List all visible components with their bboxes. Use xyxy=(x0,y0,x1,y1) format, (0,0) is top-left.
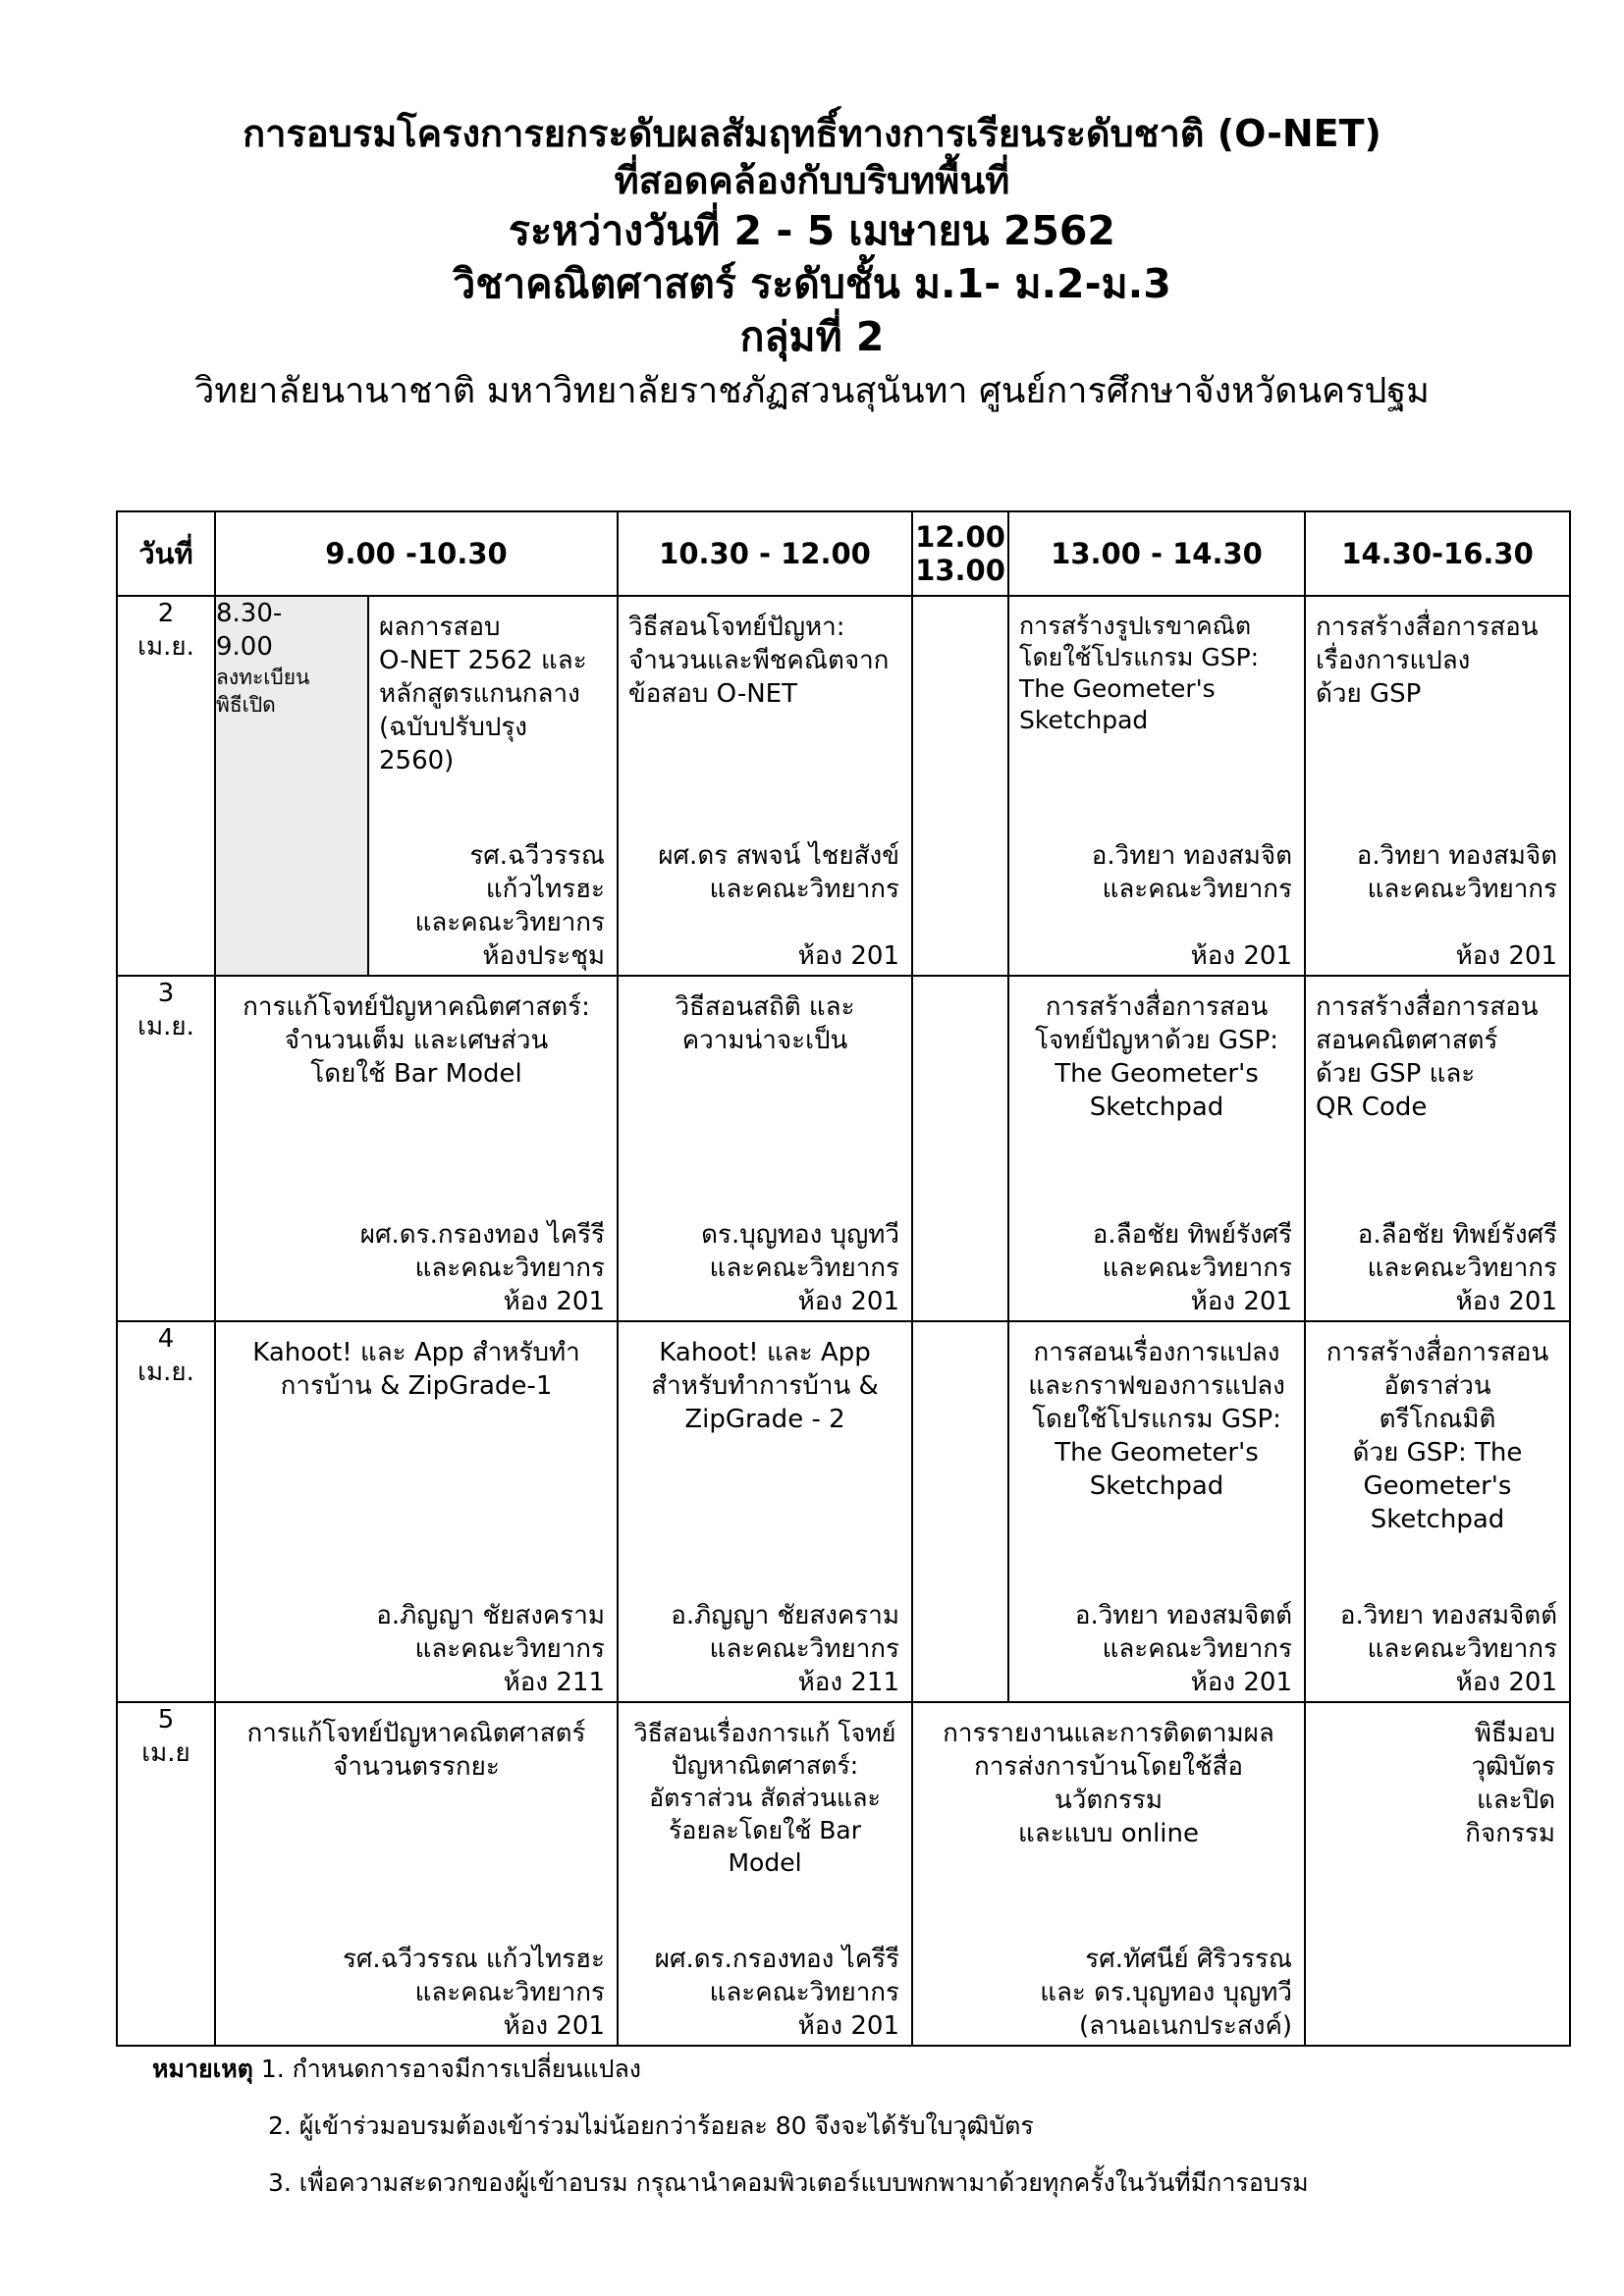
institution: วิทยาลัยนานาชาติ มหาวิทยาลัยราชภัฏสวนสุนันทา ศูนย์การศึกษาจังหวัดนครปฐม xyxy=(194,371,1430,411)
day-number: 2 xyxy=(157,599,175,628)
registration-time-2: 9.00 xyxy=(216,632,273,662)
session-cell xyxy=(618,596,912,976)
session-speaker: อ.ภิญญา ชัยสงคราม และคณะวิทยากร ห้อง 211 xyxy=(671,1601,900,1697)
session-cell xyxy=(1305,1702,1570,2046)
session-speaker: ผศ.ดร สพจน์ ไชยสังข์ และคณะวิทยากร ห้อง 201 xyxy=(658,841,900,971)
session-speaker: รศ.ฉวีวรรณ แก้วไทรฮะ และคณะวิทยากร ห้องประชุม xyxy=(414,841,606,971)
document-header xyxy=(0,110,1624,418)
day-cell xyxy=(117,976,215,1321)
notes-label: หมายเหตุ xyxy=(152,2055,253,2083)
session-speaker: ผศ.ดร.กรองทอง ไครีรี และคณะวิทยากร ห้อง 201 xyxy=(359,1220,606,1316)
session-speaker: อ.ลือชัย ทิพย์รังศรี และคณะวิทยากร ห้อง 201 xyxy=(1357,1220,1558,1316)
header-slot-4: 14.30-16.30 xyxy=(1305,511,1570,596)
day-row-2 xyxy=(117,596,1570,976)
session-speaker: อ.วิทยา ทองสมจิต และคณะวิทยากร ห้อง 201 xyxy=(1356,841,1558,971)
day-month: เม.ย. xyxy=(137,1012,194,1041)
registration-label: ลงทะเบียน xyxy=(216,666,310,689)
header-slot-1: 9.00 -10.30 xyxy=(215,511,618,596)
session-topic: วิธีสอนเรื่องการแก้ โจทย์ปัญหาณิตศาสตร์: อัตราส่วน สัดส่วนและ ร้อยละโดยใช้ Bar Model xyxy=(633,1719,896,1877)
session-speaker: อ.ลือชัย ทิพย์รังศรี และคณะวิทยากร ห้อง 201 xyxy=(1092,1220,1293,1316)
day-number: 3 xyxy=(157,979,175,1008)
session-cell xyxy=(618,976,912,1321)
day-row-5 xyxy=(117,1702,1570,2046)
session-topic: วิธีสอนโจทย์ปัญหา: จำนวนและพีชคณิตจากข้อสอบ O-NET xyxy=(628,613,890,709)
note-1-text: 1. กำหนดการอาจมีการเปลี่ยนแปลง xyxy=(260,2055,642,2083)
session-topic: วิธีสอนสถิติ และ ความน่าจะเป็น xyxy=(675,992,855,1055)
session-topic: การสอนเรื่องการแปลง และกราฟของการแปลง โดยใช้โปรแกรม GSP: The Geometer's Sketchpad xyxy=(1028,1338,1285,1501)
day-number: 4 xyxy=(157,1324,175,1354)
session-speaker: ผศ.ดร.กรองทอง ไครีรี และคณะวิทยากร ห้อง 201 xyxy=(654,1945,900,2041)
subject-level: วิชาคณิตศาสตร์ ระดับชั้น ม.1- ม.2-ม.3 xyxy=(453,260,1171,307)
session-speaker: อ.วิทยา ทองสมจิต และคณะวิทยากร ห้อง 201 xyxy=(1091,841,1293,971)
session-cell xyxy=(912,1702,1305,2046)
day-cell xyxy=(117,1702,215,2046)
title-line-2: ที่สอดคล้องกับบริบทพื้นที่ xyxy=(614,159,1010,202)
session-speaker: ดร.บุญทอง บุญทวี และคณะวิทยากร ห้อง 201 xyxy=(701,1220,900,1316)
date-range: ระหว่างวันที่ 2 - 5 เมษายน 2562 xyxy=(509,207,1115,254)
registration-cell xyxy=(215,596,368,976)
session-cell xyxy=(618,1702,912,2046)
opening-ceremony-label: พิธีเปิด xyxy=(216,693,276,717)
session-topic: การแก้โจทย์ปัญหาคณิตศาสตร์: จำนวนเต็ม และเศษส่วน โดยใช้ Bar Model xyxy=(243,992,590,1089)
day-cell xyxy=(117,596,215,976)
session-cell xyxy=(618,1321,912,1702)
session-topic: Kahoot! และ App สำหรับทำ การบ้าน & ZipGrade-1 xyxy=(252,1338,580,1401)
session-cell xyxy=(215,1321,618,1702)
header-slot-3: 13.00 - 14.30 xyxy=(1008,511,1305,596)
lunch-start: 12.00 xyxy=(915,520,1005,554)
group-number: กลุ่มที่ 2 xyxy=(739,313,885,360)
session-topic: การรายงานและการติดตามผล การส่งการบ้านโดยใช้สื่อนวัตกรรม และแบบ online xyxy=(943,1719,1274,1848)
day-row-4 xyxy=(117,1321,1570,1702)
session-speaker: อ.วิทยา ทองสมจิตต์ และคณะวิทยากร ห้อง 201 xyxy=(1339,1601,1558,1697)
session-topic: ผลการสอบ O-NET 2562 และหลักสูตรแกนกลาง (ฉบับปรับปรุง 2560) xyxy=(379,613,587,775)
lunch-cell xyxy=(912,596,1008,976)
day-cell xyxy=(117,1321,215,1702)
session-topic: การแก้โจทย์ปัญหาคณิตศาสตร์ จำนวนตรรกยะ xyxy=(246,1719,586,1782)
note-1 xyxy=(152,2055,1309,2111)
lunch-cell xyxy=(912,1321,1008,1702)
day-number: 5 xyxy=(157,1705,175,1735)
notes xyxy=(152,2055,1309,2225)
session-topic: พิธีมอบ วุฒิบัตร และปิด กิจกรรม xyxy=(1465,1719,1556,1848)
header-row xyxy=(117,511,1570,596)
session-cell xyxy=(1305,976,1570,1321)
day-month: เม.ย. xyxy=(137,632,194,662)
session-topic: การสร้างสื่อการสอน อัตราส่วน ตรีโกณมิติ ด้วย GSP: The Geometer's Sketchpad xyxy=(1326,1338,1549,1534)
session-cell xyxy=(1008,1321,1305,1702)
session-cell xyxy=(1008,596,1305,976)
header-lunch xyxy=(912,511,1008,596)
session-topic: การสร้างสื่อการสอน เรื่องการแปลง ด้วย GSP xyxy=(1316,613,1539,709)
session-topic: Kahoot! และ App สำหรับทำการบ้าน & ZipGrade - 2 xyxy=(651,1338,879,1434)
session-cell xyxy=(368,596,618,976)
session-cell xyxy=(1305,596,1570,976)
session-speaker: อ.ภิญญา ชัยสงคราม และคณะวิทยากร ห้อง 211 xyxy=(376,1601,606,1697)
day-row-3 xyxy=(117,976,1570,1321)
session-topic: การสร้างสื่อการสอน โจทย์ปัญหาด้วย GSP: The Geometer's Sketchpad xyxy=(1034,992,1279,1122)
title-line-1: การอบรมโครงการยกระดับผลสัมฤทธิ์ทางการเรียนระดับชาติ (O-NET) xyxy=(243,112,1381,155)
day-month: เม.ย. xyxy=(137,1358,194,1387)
day-month: เม.ย xyxy=(141,1738,190,1768)
lunch-end: 13.00 xyxy=(915,554,1005,587)
session-speaker: รศ.ทัศนีย์ ศิริวรรณ และ ดร.บุญทอง บุญทวี (ลานอเนกประสงค์) xyxy=(1040,1945,1293,2041)
session-speaker: อ.วิทยา ทองสมจิตต์ และคณะวิทยากร ห้อง 201 xyxy=(1074,1601,1293,1697)
session-cell xyxy=(1008,976,1305,1321)
session-topic: การสร้างสื่อการสอน สอนคณิตศาสตร์ ด้วย GSP และ QR Code xyxy=(1316,992,1539,1122)
note-3: 3. เพื่อความสะดวกของผู้เข้าอบรม กรุณานำคอมพิวเตอร์แบบพกพามาด้วยทุกครั้งในวันที่มีการอบรม xyxy=(268,2168,1309,2197)
session-cell xyxy=(215,1702,618,2046)
lunch-cell xyxy=(912,976,1008,1321)
session-cell xyxy=(215,976,618,1321)
session-cell xyxy=(1305,1321,1570,1702)
header-day: วันที่ xyxy=(117,511,215,596)
registration-time-1: 8.30- xyxy=(216,599,283,628)
schedule-table xyxy=(116,510,1571,2047)
session-speaker: รศ.ฉวีวรรณ แก้วไทรฮะ และคณะวิทยากร ห้อง 201 xyxy=(342,1945,606,2041)
session-topic: การสร้างรูปเรขาคณิต โดยใช้โปรแกรม GSP: The Geometer's Sketchpad xyxy=(1019,612,1260,734)
header-slot-2: 10.30 - 12.00 xyxy=(618,511,912,596)
note-2: 2. ผู้เข้าร่วมอบรมต้องเข้าร่วมไม่น้อยกว่าร้อยละ 80 จึงจะได้รับใบวุฒิบัตร xyxy=(268,2111,1034,2140)
